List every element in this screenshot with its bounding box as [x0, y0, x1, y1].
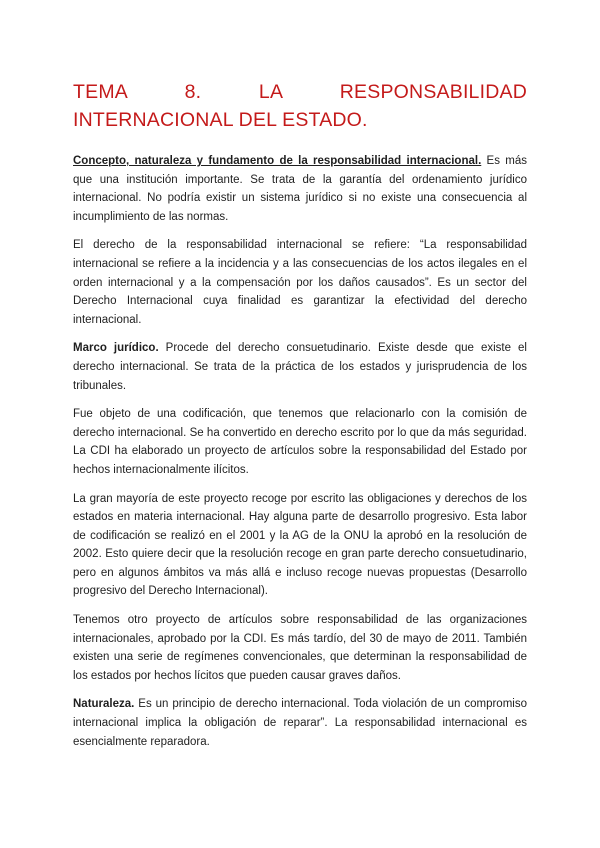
paragraph-marco-juridico	[73, 339, 527, 395]
paragraph-text: Es un principio de derecho internacional. Toda violación de un compromiso internacional implica la obligación de reparar”. La responsabilidad internacional es esencialmente reparadora.	[73, 698, 527, 748]
section-heading-concepto: Concepto, naturaleza y fundamento de la responsabilidad internacional.	[73, 155, 482, 167]
paragraph-codificacion: Fue objeto de una codificación, que tenemos que relacionarlo con la comisión de derecho internacional. Se ha convertido en derecho escrito por lo que da más seguridad. La CDI ha elaborado un proyecto de artículos sobre la responsabilidad del Estado por hechos internacionalmente ilícitos.	[73, 408, 527, 476]
document-content	[73, 78, 527, 761]
section-heading-marco-juridico: Marco jurídico.	[73, 342, 159, 355]
document-title: TEMA 8. LA RESPONSABILIDAD INTERNACIONAL DEL ESTADO.	[73, 81, 527, 131]
paragraph-text: Es más que una institución importante. Se trata de la garantía del ordenamiento jurídico internacional. No podría existir un sistema jurídico si no existe una consecuencia al incumplimiento de las normas.	[73, 155, 527, 223]
paragraph-naturaleza	[73, 695, 527, 751]
paragraph-text: Procede del derecho consuetudinario. Existe desde que existe el derecho internacional. Se trata de la práctica de los estados y jurisprudencia de los tribunales.	[73, 342, 527, 392]
section-heading-naturaleza: Naturaleza.	[73, 698, 135, 711]
paragraph-organizaciones: Tenemos otro proyecto de artículos sobre responsabilidad de las organizaciones internacionales, aprobado por la CDI. Es más tardío, del 30 de mayo de 2011. También existen una serie de regímenes convencionales, que determinan la responsabilidad de los estados por hechos lícitos que pueden causar graves daños.	[73, 614, 527, 682]
paragraph-proyecto: La gran mayoría de este proyecto recoge por escrito las obligaciones y derechos de los estados en materia internacional. Hay alguna parte de desarrollo progresivo. Esta labor de codificación se realizó en el 2001 y la AG de la ONU la aprobó en la resolución de 2002. Esto quiere decir que la resolución recoge en gran parte derecho consuetudinario, pero en algunos ámbitos va más allá e incluso recoge nuevas propuestas (Desarrollo progresivo del Derecho Internacional).	[73, 492, 527, 598]
paragraph-concepto	[73, 152, 527, 226]
paragraph-definicion: El derecho de la responsabilidad internacional se refiere: “La responsabilidad internacional se refiere a la incidencia y a las consecuencias de los actos ilegales en el orden internacional y a la compensación por los daños causados”. Es un sector del Derecho Internacional cuya finalidad es garantizar la efectividad del derecho internacional.	[73, 239, 527, 326]
